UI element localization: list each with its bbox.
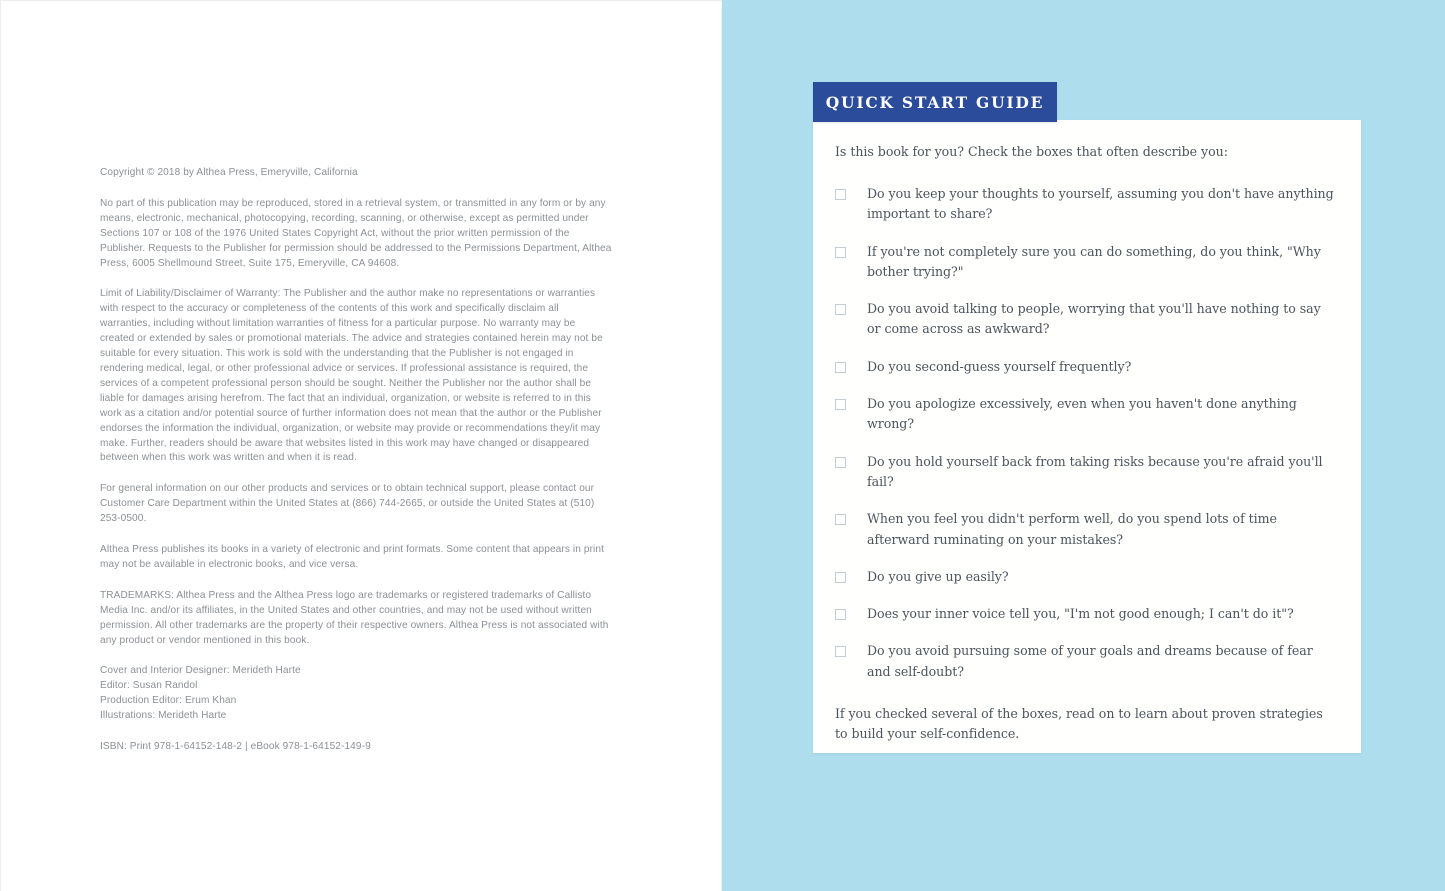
credit-designer: Cover and Interior Designer: Merideth Harte	[100, 665, 301, 677]
checklist-item[interactable]	[835, 604, 1345, 624]
quick-start-guide-card	[813, 120, 1361, 753]
quick-start-guide-title: QUICK START GUIDE	[825, 92, 1045, 112]
checkbox-icon[interactable]	[835, 572, 846, 583]
credit-illustrations: Illustrations: Merideth Harte	[100, 710, 227, 722]
liability-notice: Limit of Liability/Disclaimer of Warranty: The Publisher and the author make no representations or warranties with respect to the accuracy or completeness of the contents of this work and specifically disclaim all warranties, including without limitation warranties of fitness for a particular purpose. No warranty may be created or extended by sales or promotional materials. The advice and strategies contained herein may not be suitable for every situation. This work is sold with the understanding that the Publisher is not engaged in rendering medical, legal, or other professional advice or services. If professional assistance is required, the services of a competent professional person should be sought. Neither the Publisher nor the author shall be liable for damages arising herefrom. The fact that an individual, organization, or website is referred to in this work as a citation and/or potential source of further information does not mean that the author or the Publisher endorses the information the individual, organization, or website may provide or recommendations they/it may make. Further, readers should be aware that websites listed in this work may have changed or disappeared between when this work was written and when it is read.	[100, 288, 603, 464]
checklist-item[interactable]	[835, 299, 1345, 340]
checklist-item[interactable]	[835, 357, 1345, 377]
trademarks-notice: TRADEMARKS: Althea Press and the Althea Press logo are trademarks or registered trademarks of Callisto Media Inc. and/or its affiliates, in the United States and other countries, and may not be used without written permission. All other trademarks are the property of their respective owners. Althea Press is not associated with any product or vendor mentioned in this book.	[100, 589, 609, 646]
checklist-item[interactable]	[835, 242, 1345, 283]
checklist-item-label: Do you give up easily?	[867, 568, 1009, 584]
checklist-item-label: Do you keep your thoughts to yourself, assuming you don't have anything important to share?	[867, 186, 1334, 222]
copyright-page	[0, 0, 722, 891]
checklist-item-label: Do you apologize excessively, even when you haven't done anything wrong?	[867, 396, 1297, 432]
checklist-item[interactable]	[835, 452, 1345, 493]
checklist-item[interactable]	[835, 394, 1345, 435]
checkbox-icon[interactable]	[835, 362, 846, 373]
checkbox-icon[interactable]	[835, 399, 846, 410]
checkbox-icon[interactable]	[835, 304, 846, 315]
reproduction-notice: No part of this publication may be reproduced, stored in a retrieval system, or transmitted in any form or by any means, electronic, mechanical, photocopying, recording, scanning, or otherwise, except as permitted under Sections 107 or 108 of the 1976 United States Copyright Act, without the prior written permission of the Publisher. Requests to the Publisher for permission should be addressed to the Permissions Department, Althea Press, 6005 Shellmound Street, Suite 175, Emeryville, CA 94608.	[100, 197, 612, 269]
quick-start-guide-page	[722, 0, 1445, 891]
checkbox-icon[interactable]	[835, 514, 846, 525]
checkbox-icon[interactable]	[835, 189, 846, 200]
checklist-item[interactable]	[835, 184, 1345, 225]
checkbox-icon[interactable]	[835, 457, 846, 468]
checklist-item-label: Do you avoid pursuing some of your goals and dreams because of fear and self-doubt?	[867, 643, 1313, 679]
checkbox-icon[interactable]	[835, 247, 846, 258]
checklist-item-label: Do you second-guess yourself frequently?	[867, 358, 1132, 374]
isbn-line: ISBN: Print 978-1-64152-148-2 | eBook 978-1-64152-149-9	[100, 741, 371, 753]
quick-start-guide-header	[813, 82, 1057, 122]
credit-production-editor: Production Editor: Erum Khan	[100, 695, 237, 707]
copyright-text-block	[100, 166, 612, 755]
checklist-item-label: Do you hold yourself back from taking risks because you're afraid you'll fail?	[867, 453, 1323, 489]
quick-start-guide-intro: Is this book for you? Check the boxes that often describe you:	[835, 144, 1228, 159]
quick-start-guide-content	[835, 142, 1345, 745]
copyright-line: Copyright © 2018 by Althea Press, Emeryville, California	[100, 167, 358, 178]
checkbox-icon[interactable]	[835, 646, 846, 657]
checkbox-icon[interactable]	[835, 609, 846, 620]
support-notice: For general information on our other products and services or to obtain technical support, please contact our Customer Care Department within the United States at (866) 744-2665, or outside the United States at (510) 253-0500.	[100, 483, 595, 525]
checklist-item-label: When you feel you didn't perform well, do you spend lots of time afterward ruminating on your mistakes?	[867, 511, 1277, 547]
checklist-item-label: Does your inner voice tell you, "I'm not good enough; I can't do it"?	[867, 606, 1294, 622]
checklist-item-label: Do you avoid talking to people, worrying that you'll have nothing to say or come across as awkward?	[867, 301, 1321, 337]
checklist	[835, 184, 1345, 682]
checklist-item-label: If you're not completely sure you can do something, do you think, "Why bother trying?"	[867, 243, 1321, 279]
checklist-item[interactable]	[835, 509, 1345, 550]
formats-notice: Althea Press publishes its books in a variety of electronic and print formats. Some content that appears in print may not be available in electronic books, and vice versa.	[100, 544, 605, 570]
credits-block	[100, 664, 612, 724]
quick-start-guide-outro: If you checked several of the boxes, read on to learn about proven strategies to build your self-confidence.	[835, 706, 1323, 742]
credit-editor: Editor: Susan Randol	[100, 680, 198, 692]
checklist-item[interactable]	[835, 567, 1345, 587]
checklist-item[interactable]	[835, 641, 1345, 682]
